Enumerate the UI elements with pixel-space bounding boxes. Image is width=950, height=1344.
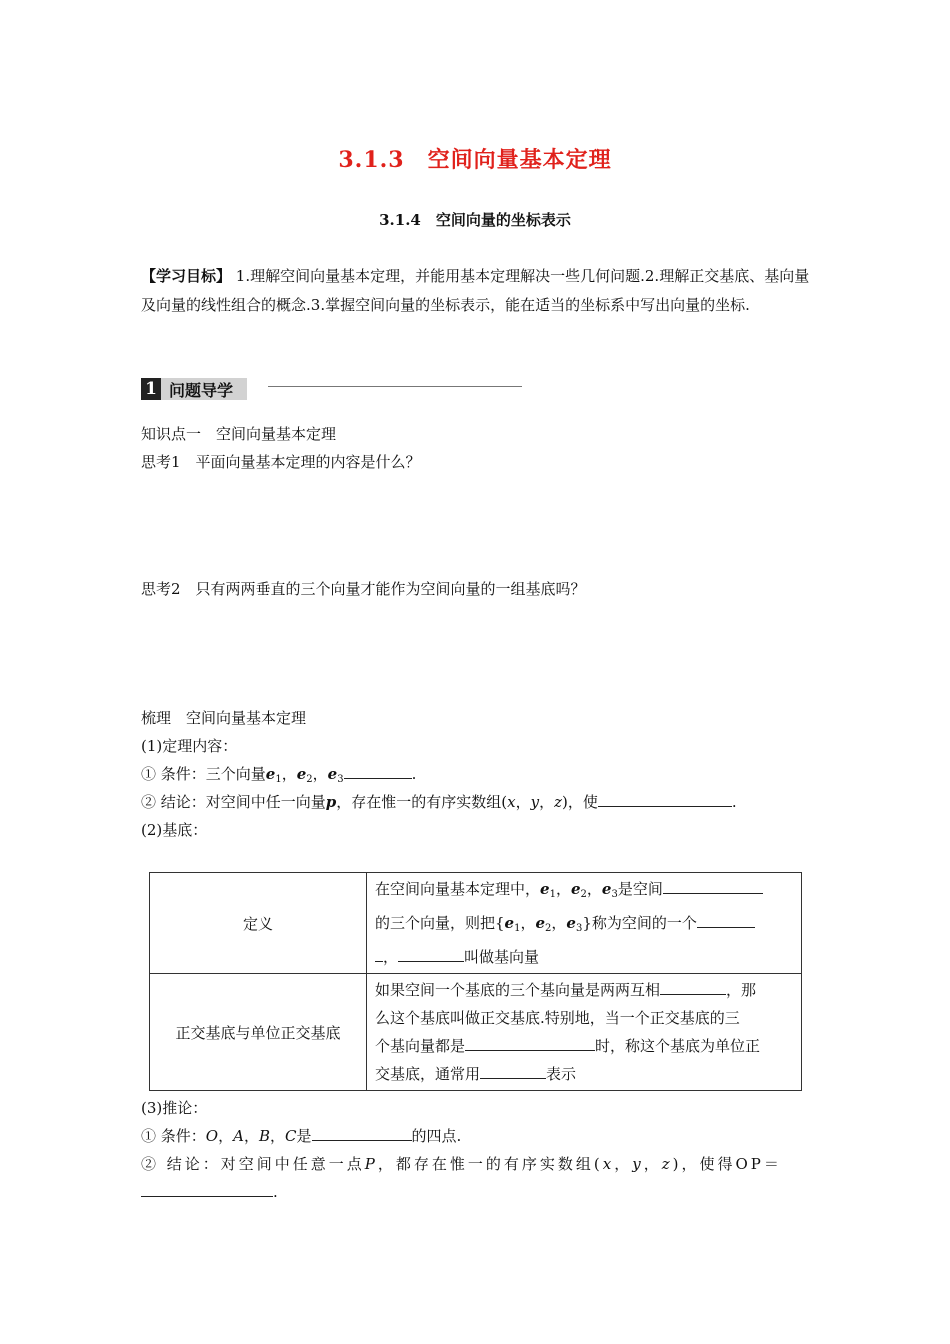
- blank[interactable]: [660, 979, 726, 995]
- table-row: [150, 873, 802, 974]
- row-content-definition: 在空间向量基本定理中，$e_1$，$e_2$，$e_3$是空间 的三个向量，则把{$e_1$，$e_2$，$e_3$}称为空间的一个 ， 叫做基向量: [367, 873, 802, 974]
- goals-label: 【学习目标】: [141, 267, 232, 285]
- think-question-1: 思考1 平面向量基本定理的内容是什么？: [141, 453, 421, 471]
- basis-heading: (2)基底：: [141, 821, 208, 839]
- blank[interactable]: [141, 1181, 273, 1197]
- section-title: 问题导学: [161, 378, 247, 400]
- corollary-condition: ① 条件：O，A，B，C是 的四点.: [141, 1127, 462, 1145]
- think-question-2: 思考2 只有两两垂直的三个向量才能作为空间向量的一组基底吗？: [141, 580, 586, 598]
- blank[interactable]: [312, 1125, 412, 1141]
- page-subtitle: 3.1.4 空间向量的坐标表示: [379, 211, 571, 229]
- knowledge-point: 知识点一 空间向量基本定理: [141, 425, 337, 443]
- row-key-orthogonal: 正交基底与单位正交基底: [150, 974, 367, 1091]
- blank[interactable]: [398, 946, 464, 962]
- table-row: [150, 974, 802, 1091]
- corollary-blank-line: .: [141, 1181, 278, 1203]
- theorem-conclusion: ② 结论：对空间中任一向量p，存在惟一的有序实数组(x，y，z)，使 .: [141, 793, 737, 811]
- corollary-conclusion: ② 结论：对空间中任意一点P，都存在惟一的有序实数组(x，y，z)，使得OP＝: [141, 1155, 782, 1173]
- blank[interactable]: [344, 763, 412, 779]
- section-header: [141, 377, 247, 401]
- basis-table: [149, 872, 802, 1091]
- theorem-heading: (1)定理内容：: [141, 737, 238, 755]
- summary-heading: 梳理 空间向量基本定理: [141, 709, 307, 727]
- page-title: 3.1.3 空间向量基本定理: [338, 147, 612, 173]
- blank[interactable]: [465, 1035, 595, 1051]
- blank[interactable]: [598, 791, 732, 807]
- row-content-orthogonal: 如果空间一个基底的三个基向量是两两互相 ，那 么这个基底叫做正交基底.特别地，当一个正交基底的三 个基向量都是 时，称这个基底为单位正 交基底，通常用 表示: [367, 974, 802, 1091]
- blank[interactable]: [375, 946, 383, 962]
- section-divider: [268, 386, 522, 387]
- theorem-condition: ① 条件：三个向量$e_1$，$e_2$，$e_3$ .: [141, 765, 417, 785]
- blank[interactable]: [697, 912, 755, 928]
- section-number: 1: [141, 378, 161, 400]
- blank[interactable]: [663, 878, 763, 894]
- row-key-definition: 定义: [150, 873, 367, 974]
- corollary-heading: (3)推论：: [141, 1099, 208, 1117]
- goals-text: 1.理解空间向量基本定理，并能用基本定理解决一些几何问题.2.理解正交基底、基向量及向量的线性组合的概念.3.掌握空间向量的坐标表示，能在适当的坐标系中写出向量的坐标.: [141, 267, 810, 314]
- learning-goals: [141, 262, 811, 320]
- blank[interactable]: [480, 1063, 546, 1079]
